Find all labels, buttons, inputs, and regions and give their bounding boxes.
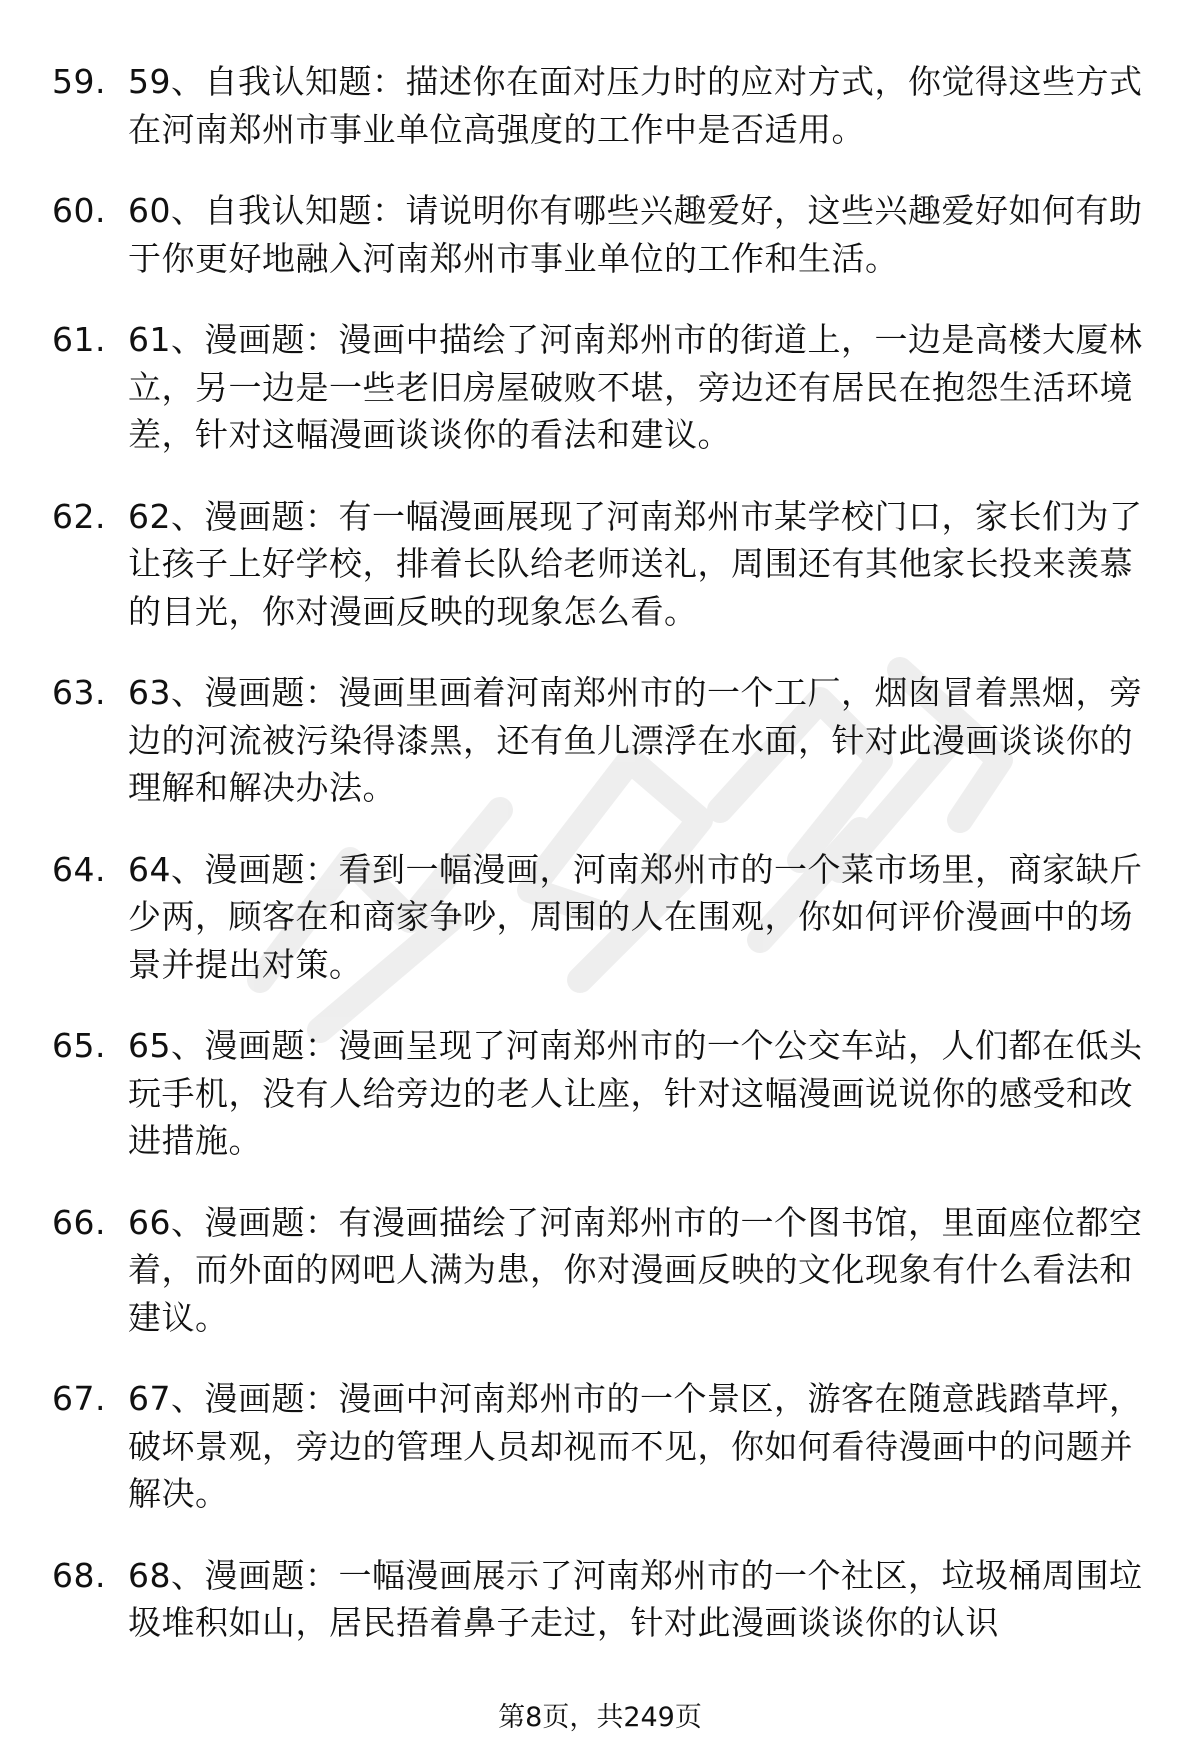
item-text: 63、漫画题：漫画里画着河南郑州市的一个工厂，烟囱冒着黑烟，旁边的河流被污染得漆黑，还有鱼儿漂浮在水面，针对此漫画谈谈你的理解和解决办法。 [128, 673, 1143, 807]
item-number: 66. [52, 1202, 106, 1242]
item-number: 60. [52, 191, 106, 230]
list-item [0, 1552, 1146, 1647]
item-text: 62、漫画题：有一幅漫画展现了河南郑州市某学校门口，家长们为了让孩子上好学校，排着长队给老师送礼，周围还有其他家长投来羡慕的目光，你对漫画反映的现象怎么看。 [128, 496, 1143, 631]
item-text: 66、漫画题：有漫画描绘了河南郑州市的一个图书馆，里面座位都空着，而外面的网吧人满为患，你对漫画反映的文化现象有什么看法和建议。 [128, 1202, 1143, 1337]
item-text: 61、漫画题：漫画中描绘了河南郑州市的街道上，一边是高楼大厦林立，另一边是一些老旧房屋破败不堪，旁边还有居民在抱怨生活环境差，针对这幅漫画谈谈你的看法和建议。 [128, 320, 1143, 454]
list-item [0, 187, 1146, 282]
list-item [0, 1022, 1146, 1165]
page-footer: 第8页，共249页 [498, 1702, 702, 1733]
item-number: 67. [52, 1379, 106, 1418]
item-text: 68、漫画题：一幅漫画展示了河南郑州市的一个社区，垃圾桶周围垃圾堆积如山，居民捂着鼻子走过，针对此漫画谈谈你的认识 [128, 1555, 1143, 1642]
question-list [0, 58, 1200, 1681]
list-item [0, 669, 1146, 812]
item-number: 59. [52, 62, 106, 101]
item-number: 61. [52, 320, 106, 359]
list-item [0, 316, 1146, 459]
item-number: 63. [52, 673, 106, 712]
item-number: 68. [52, 1555, 106, 1595]
item-text: 60、自我认知题：请说明你有哪些兴趣爱好，这些兴趣爱好如何有助于你更好地融入河南郑州市事业单位的工作和生活。 [128, 191, 1143, 278]
item-number: 65. [52, 1026, 106, 1065]
item-text: 64、漫画题：看到一幅漫画，河南郑州市的一个菜市场里，商家缺斤少两，顾客在和商家争吵，周围的人在围观，你如何评价漫画中的场景并提出对策。 [128, 849, 1143, 984]
list-item [0, 1375, 1146, 1518]
item-text: 65、漫画题：漫画呈现了河南郑州市的一个公交车站，人们都在低头玩手机，没有人给旁边的老人让座，针对这幅漫画说说你的感受和改进措施。 [128, 1026, 1143, 1160]
item-number: 64. [52, 849, 106, 889]
list-item [0, 493, 1146, 636]
item-number: 62. [52, 496, 106, 536]
list-item [0, 58, 1146, 153]
list-item [0, 1199, 1146, 1342]
list-item [0, 846, 1146, 989]
item-text: 67、漫画题：漫画中河南郑州市的一个景区，游客在随意践踏草坪，破坏景观，旁边的管理人员却视而不见，你如何看待漫画中的问题并解决。 [128, 1379, 1143, 1513]
item-text: 59、自我认知题：描述你在面对压力时的应对方式，你觉得这些方式在河南郑州市事业单位高强度的工作中是否适用。 [128, 62, 1143, 149]
